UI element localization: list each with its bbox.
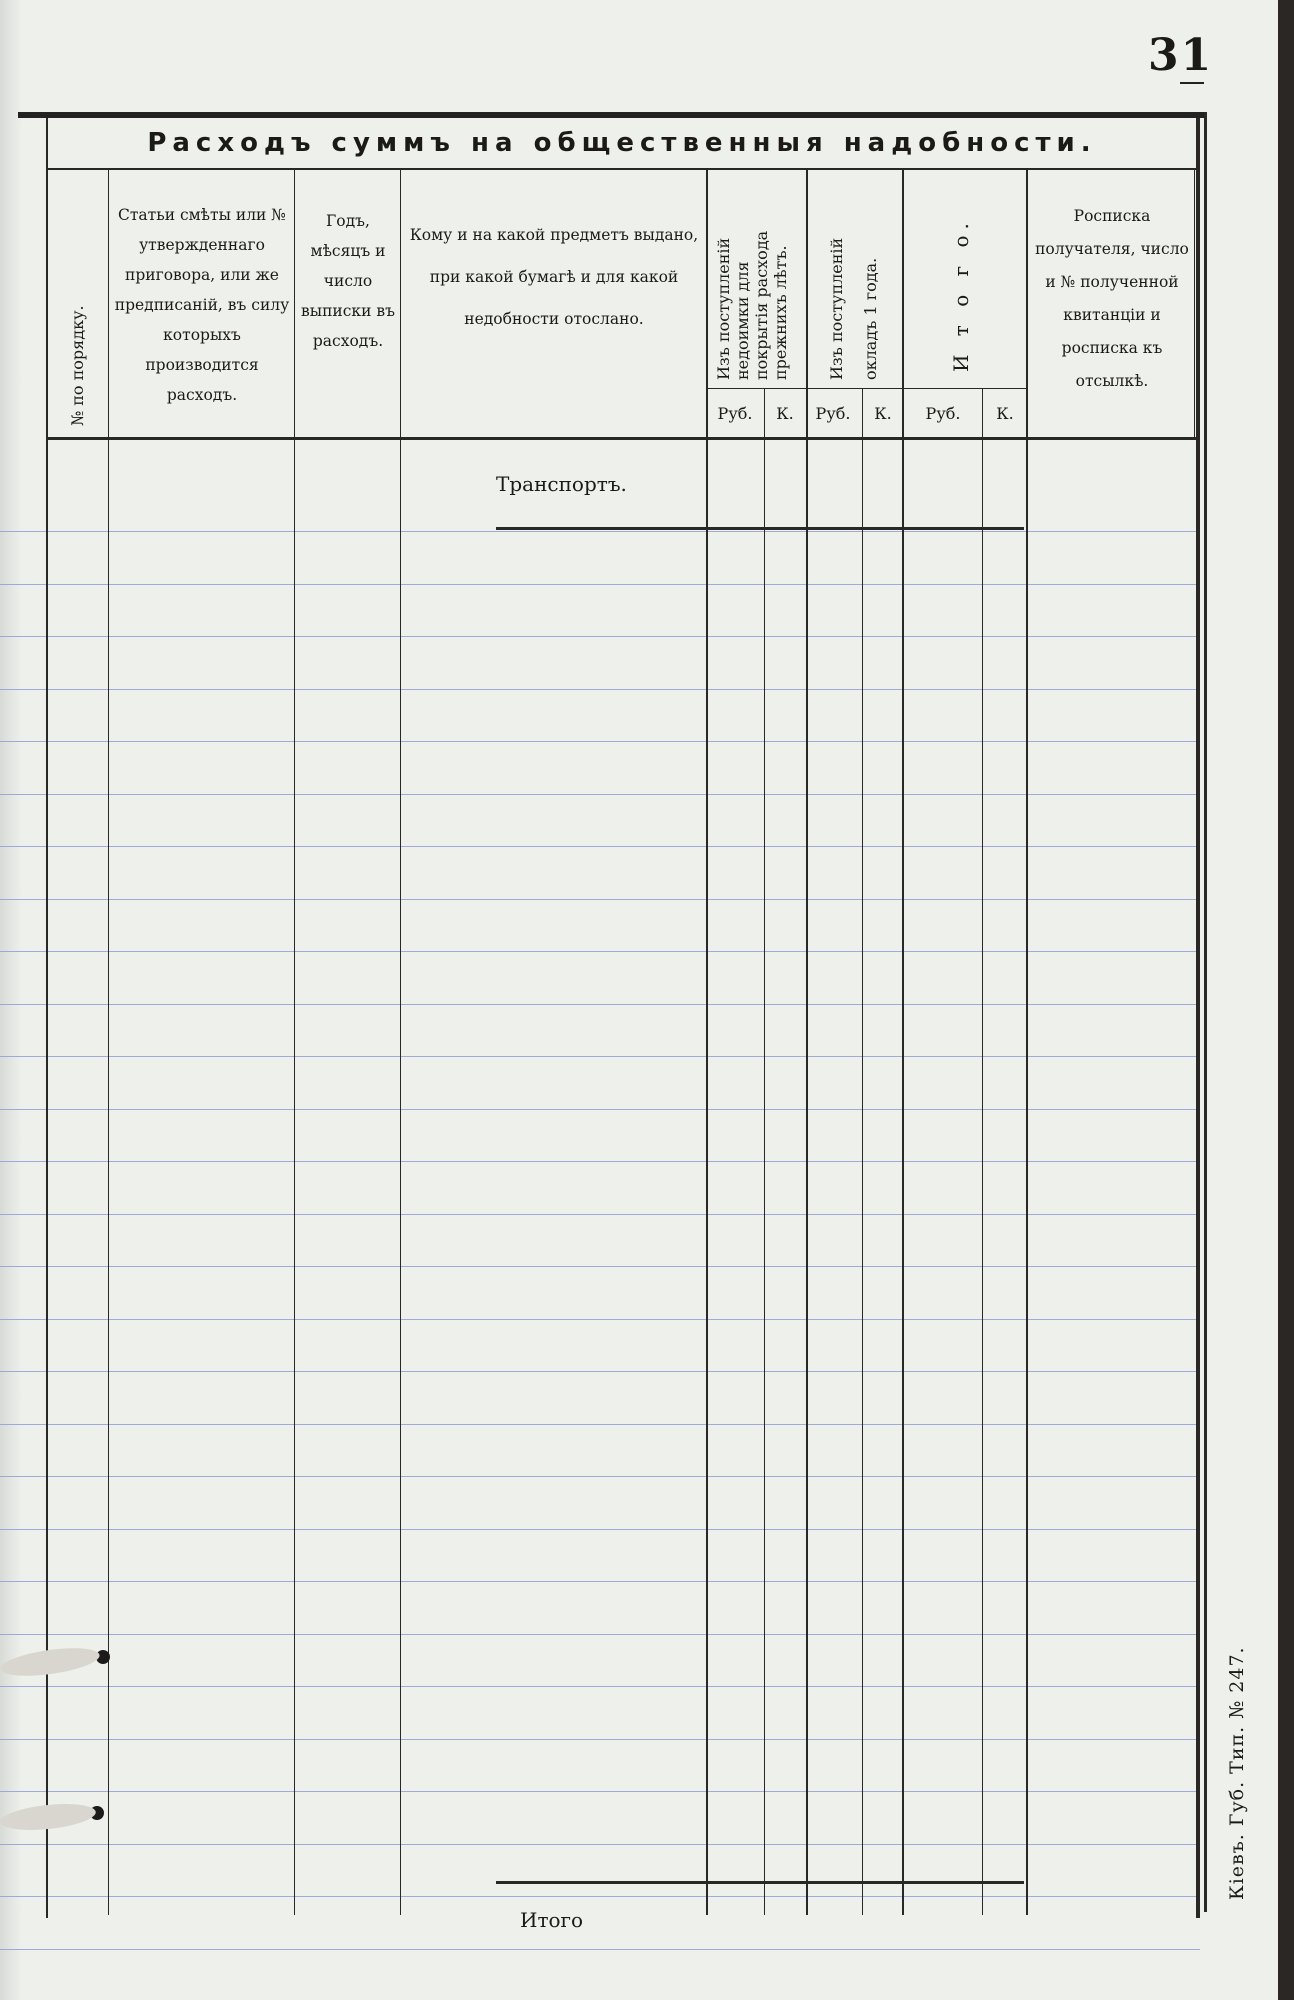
table-title: Расходъ суммъ на общественныя надобности.	[147, 128, 1097, 158]
units-divider	[708, 388, 1028, 389]
ruled-line	[0, 1424, 1200, 1425]
table-right-outer-border	[1204, 112, 1207, 1912]
ruled-line	[0, 1896, 1200, 1897]
unit-rub-total: Руб.	[925, 404, 961, 423]
ruled-line	[0, 1004, 1200, 1005]
ruled-line	[0, 1214, 1200, 1215]
ruled-line	[0, 531, 1200, 532]
ruled-line	[0, 794, 1200, 795]
ruled-line	[0, 846, 1200, 847]
ruled-line	[0, 1476, 1200, 1477]
unit-kop-arrears: К.	[776, 404, 794, 423]
ruled-line	[0, 1739, 1200, 1740]
header-current: Изъ поступленій окладъ 1 года.	[827, 237, 880, 380]
ruled-line	[0, 951, 1200, 952]
unit-kop-current: К.	[874, 404, 892, 423]
ruled-line	[0, 1319, 1200, 1320]
ruled-line	[0, 1529, 1200, 1530]
unit-rub-current: Руб.	[815, 404, 851, 423]
printer-imprint: Кіевъ. Губ. Тип. № 247.	[1226, 1646, 1248, 1900]
table-top-border	[18, 112, 1204, 118]
col-sep	[902, 170, 904, 1915]
col-sep	[806, 170, 808, 1915]
ruled-line	[0, 689, 1200, 690]
ruled-line	[0, 1634, 1200, 1635]
header-receipt: Росписка получателя, число и № полученной квитанціи и росписка къ отсылкѣ.	[1035, 207, 1189, 390]
col-sep	[294, 170, 295, 1915]
col-sep	[764, 388, 765, 1915]
col-sep	[706, 170, 708, 1915]
header-date: Годъ, мѣсяцъ и число выписки въ расходъ.	[301, 212, 395, 350]
header-total: И т о г о.	[949, 217, 973, 372]
ruled-line	[0, 741, 1200, 742]
ruled-line	[0, 1371, 1200, 1372]
ruled-line	[0, 1109, 1200, 1110]
header-to-whom: Кому и на какой предметъ выдано, при какой бумагѣ и для какой недобности отослано.	[409, 226, 699, 328]
header-bottom-border	[48, 437, 1196, 440]
ruled-line	[0, 636, 1200, 637]
ruled-line	[0, 1844, 1200, 1845]
ruled-line	[0, 1686, 1200, 1687]
transport-label: Транспортъ.	[496, 472, 627, 496]
page-number: 31	[1148, 30, 1214, 81]
ruled-line	[0, 1266, 1200, 1267]
binding-thread	[0, 1643, 101, 1681]
table-left-border	[46, 118, 48, 1918]
ruled-line	[0, 1581, 1200, 1582]
title-divider	[48, 168, 1196, 170]
col-sep	[400, 170, 401, 1915]
header-number: № по порядку.	[68, 305, 87, 426]
ruled-line	[0, 1949, 1200, 1950]
header-articles: Статьи смѣты или № утвержденнаго приговора, или же предписаній, въ силу которыхъ производится расходъ.	[114, 206, 290, 404]
transport-underline	[496, 527, 1024, 530]
ruled-line	[0, 899, 1200, 900]
binding-thread	[0, 1800, 97, 1834]
table-right-border	[1196, 118, 1200, 1918]
col-sep	[1026, 170, 1028, 1915]
itogo-line	[496, 1881, 1024, 1884]
ruled-line	[0, 1791, 1200, 1792]
col-sep	[982, 388, 983, 1915]
unit-kop-total: К.	[996, 404, 1014, 423]
header-arrears: Изъ поступленій недоимки для покрытія расхода прежнихъ лѣтъ.	[714, 230, 790, 380]
ruled-line	[0, 1161, 1200, 1162]
ruled-line	[0, 1056, 1200, 1057]
page-number-underline	[1180, 82, 1204, 84]
itogo-label: Итого	[520, 1908, 584, 1932]
col-sep	[862, 388, 863, 1915]
unit-rub-arrears: Руб.	[717, 404, 753, 423]
ruled-line	[0, 584, 1200, 585]
